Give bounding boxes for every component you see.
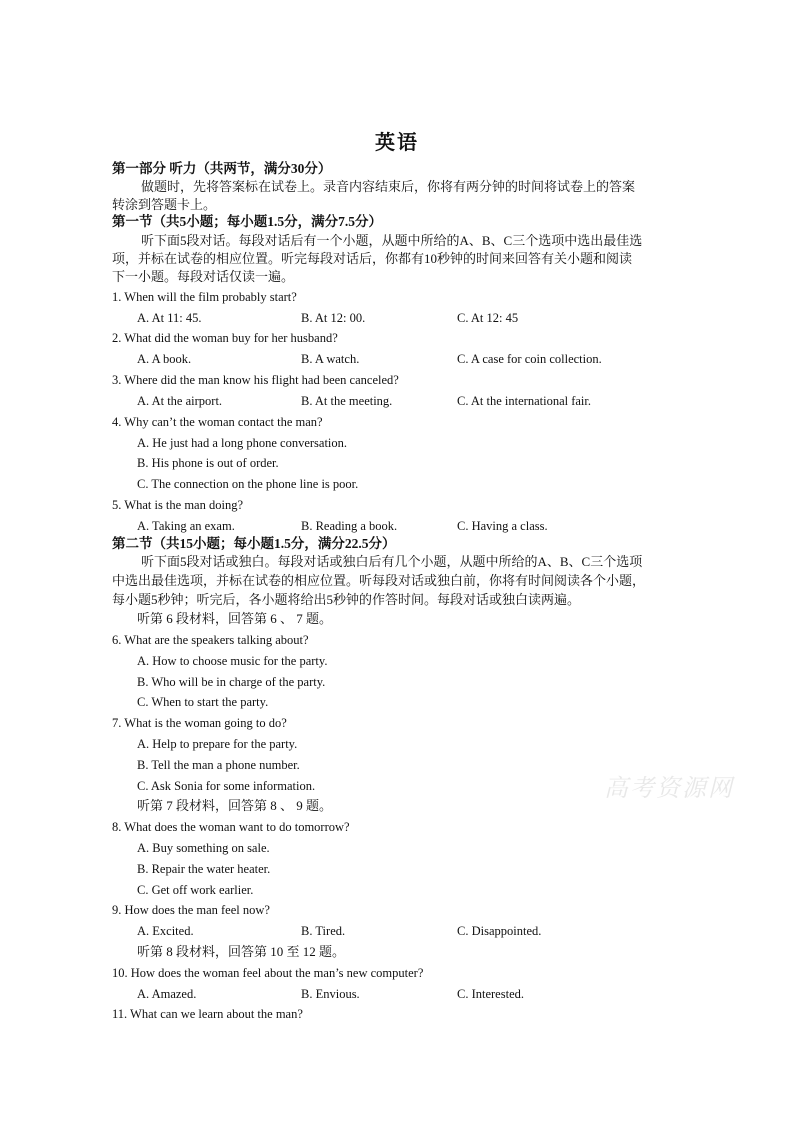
watermark: 高考资源网 [604,774,734,802]
q9-option-b: B. Tired. [301,924,346,938]
q5-option-c: C. Having a class. [457,519,548,533]
section2-heading: 第二节（共15小题；每小题1.5分，满分22.5分） [112,536,396,551]
q10-option-b: B. Envious. [301,987,360,1001]
section2-intro-line: 中选出最佳选项，并标在试卷的相应位置。听每段对话或独白前，你将有时间阅读各个小题， [112,573,646,588]
question-11: 11. What can we learn about the man? [112,1007,303,1021]
q1-option-b: B. At 12: 00. [301,311,366,325]
q7-option-c: C. Ask Sonia for some information. [137,779,316,793]
q1-option-a: A. At 11: 45. [137,311,202,325]
q9-option-c: C. Disappointed. [457,924,542,938]
question-5: 5. What is the man doing? [112,498,243,512]
material-6-instruction: 听第 6 段材料，回答第 6 、 7 题。 [137,611,333,626]
q1-option-c: C. At 12: 45 [457,311,519,325]
q8-option-c: C. Get off work earlier. [137,883,254,897]
q2-option-c: C. A case for coin collection. [457,352,602,366]
question-8: 8. What does the woman want to do tomorrow? [112,820,350,834]
section2-intro-line: 听下面5段对话或独白。每段对话或独白后有几个小题，从题中所给的A、B、C三个选项 [141,554,643,569]
q2-option-b: B. A watch. [301,352,360,366]
q5-option-b: B. Reading a book. [301,519,398,533]
section1-intro-line: 听下面5段对话。每段对话后有一个小题，从题中所给的A、B、C三个选项中选出最佳选 [141,233,643,248]
question-9: 9. How does the man feel now? [112,903,270,917]
section1-heading: 第一节（共5小题；每小题1.5分，满分7.5分） [112,214,382,229]
question-6: 6. What are the speakers talking about? [112,633,309,647]
question-2: 2. What did the woman buy for her husband? [112,331,338,345]
question-7: 7. What is the woman going to do? [112,716,287,730]
q10-option-c: C. Interested. [457,987,524,1001]
question-3: 3. Where did the man know his flight had been canceled? [112,373,399,387]
q9-option-a: A. Excited. [137,924,194,938]
q6-option-b: B. Who will be in charge of the party. [137,675,326,689]
q6-option-c: C. When to start the party. [137,695,269,709]
q6-option-a: A. How to choose music for the party. [137,654,328,668]
q2-option-a: A. A book. [137,352,192,366]
q5-option-a: A. Taking an exam. [137,519,235,533]
material-7-instruction: 听第 7 段材料，回答第 8 、 9 题。 [137,798,333,813]
section2-intro-line: 每小题5秒钟；听完后，各小题将给出5秒钟的作答时间。每段对话或独白读两遍。 [112,592,581,607]
section1-intro-line: 项，并标在试卷的相应位置。听完每段对话后，你都有10秒钟的时间来回答有关小题和阅读 [112,251,633,266]
q8-option-b: B. Repair the water heater. [137,862,271,876]
q3-option-c: C. At the international fair. [457,394,591,408]
part1-intro-line: 做题时，先将答案标在试卷上。录音内容结束后，你将有两分钟的时间将试卷上的答案 [141,179,636,194]
q4-option-a: A. He just had a long phone conversation. [137,436,348,450]
question-10: 10. How does the woman feel about the man’s new computer? [112,966,424,980]
material-8-instruction: 听第 8 段材料，回答第 10 至 12 题。 [137,944,346,959]
question-4: 4. Why can’t the woman contact the man? [112,415,323,429]
q4-option-c: C. The connection on the phone line is poor. [137,477,359,491]
q3-option-a: A. At the airport. [137,394,223,408]
part1-intro-line: 转涂到答题卡上。 [112,197,217,212]
part1-heading: 第一部分 听力（共两节，满分30分） [112,161,332,176]
q10-option-a: A. Amazed. [137,987,197,1001]
question-1: 1. When will the film probably start? [112,290,297,304]
q7-option-a: A. Help to prepare for the party. [137,737,298,751]
q7-option-b: B. Tell the man a phone number. [137,758,300,772]
q4-option-b: B. His phone is out of order. [137,456,279,470]
q8-option-a: A. Buy something on sale. [137,841,270,855]
section1-intro-line: 下一小题。每段对话仅读一遍。 [112,269,295,284]
page-title: 英语 [375,132,419,154]
q3-option-b: B. At the meeting. [301,394,393,408]
